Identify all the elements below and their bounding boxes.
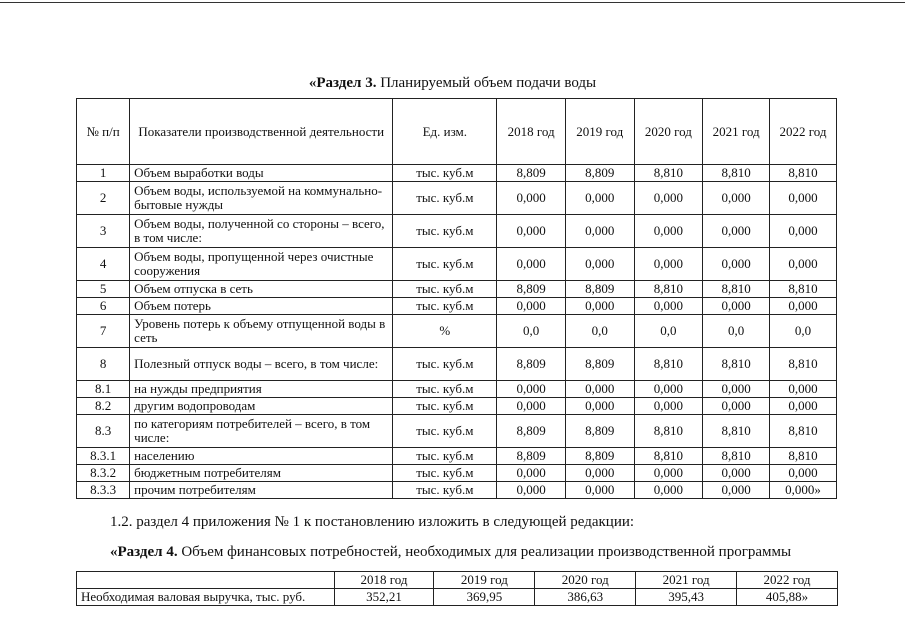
value-cell: 0,000: [497, 398, 566, 415]
indicator-name: на нужды предприятия: [130, 381, 393, 398]
row-number: 4: [77, 248, 130, 281]
column-header: 2018 год: [497, 99, 566, 165]
value-cell: 0,000: [769, 182, 836, 215]
column-header: № п/п: [77, 99, 130, 165]
value-cell: 8,809: [497, 348, 566, 381]
table-header-row: [77, 99, 837, 165]
value-cell: 0,000: [565, 182, 634, 215]
value-cell: 0,000: [703, 182, 770, 215]
value-cell: 0,000: [565, 398, 634, 415]
table-row: [77, 298, 837, 315]
value-cell: 0,000: [634, 248, 703, 281]
value-cell: 0,000: [497, 182, 566, 215]
section4-title-text: Объем финансовых потребностей, необходимых для реализации производственной программы: [177, 544, 792, 560]
unit-cell: тыс. куб.м: [393, 248, 497, 281]
value-cell: 0,000»: [769, 482, 836, 499]
value-cell: 0,000: [769, 381, 836, 398]
value-cell: 0,000: [497, 482, 566, 499]
row-number: 8.3.2: [77, 465, 130, 482]
value-cell: 0,000: [497, 465, 566, 482]
section3-title-bold: «Раздел 3.: [308, 75, 377, 91]
unit-cell: тыс. куб.м: [393, 415, 497, 448]
indicator-name: Объем потерь: [130, 298, 393, 315]
value-cell: 0,000: [703, 381, 770, 398]
table-row: [77, 215, 837, 248]
revenue-value: 369,95: [434, 589, 535, 606]
indicator-name: прочим потребителям: [130, 482, 393, 499]
row-number: 2: [77, 182, 130, 215]
value-cell: 8,809: [565, 448, 634, 465]
value-cell: 0,000: [703, 298, 770, 315]
section4-title-bold: «Раздел 4.: [110, 544, 178, 560]
table-row: [77, 398, 837, 415]
section3-title: [0, 74, 905, 92]
value-cell: 0,0: [497, 315, 566, 348]
value-cell: 8,810: [769, 165, 836, 182]
revenue-label: Необходимая валовая выручка, тыс. руб.: [77, 589, 335, 606]
unit-cell: тыс. куб.м: [393, 465, 497, 482]
value-cell: 0,000: [565, 381, 634, 398]
value-cell: 0,000: [634, 398, 703, 415]
table-row: [77, 482, 837, 499]
unit-cell: тыс. куб.м: [393, 482, 497, 499]
value-cell: 8,810: [769, 281, 836, 298]
indicator-name: Объем воды, используемой на коммунально-бытовые нужды: [130, 182, 393, 215]
year-header: 2021 год: [636, 572, 737, 589]
financial-needs-table: [76, 571, 838, 606]
section3-title-text: Планируемый объем подачи воды: [376, 75, 597, 91]
value-cell: 0,0: [703, 315, 770, 348]
column-header: 2019 год: [565, 99, 634, 165]
row-number: 3: [77, 215, 130, 248]
row-number: 8.2: [77, 398, 130, 415]
column-header: Показатели производственной деятельности: [130, 99, 393, 165]
value-cell: 8,810: [634, 448, 703, 465]
value-cell: 0,000: [565, 248, 634, 281]
revenue-value: 386,63: [535, 589, 636, 606]
column-header: 2022 год: [769, 99, 836, 165]
value-cell: 0,000: [634, 381, 703, 398]
unit-cell: тыс. куб.м: [393, 348, 497, 381]
value-cell: 8,810: [634, 165, 703, 182]
value-cell: 8,810: [703, 281, 770, 298]
value-cell: 8,810: [703, 415, 770, 448]
value-cell: 0,000: [634, 465, 703, 482]
value-cell: 8,810: [703, 448, 770, 465]
unit-cell: тыс. куб.м: [393, 215, 497, 248]
value-cell: 8,809: [565, 415, 634, 448]
top-rule: [0, 2, 905, 3]
value-cell: 8,810: [703, 165, 770, 182]
value-cell: 0,000: [769, 215, 836, 248]
section4-title: [110, 543, 791, 561]
row-number: 6: [77, 298, 130, 315]
row-number: 8.3: [77, 415, 130, 448]
unit-cell: тыс. куб.м: [393, 182, 497, 215]
table-row: [77, 165, 837, 182]
value-cell: 0,000: [769, 465, 836, 482]
value-cell: 8,810: [769, 348, 836, 381]
row-number: 8.1: [77, 381, 130, 398]
unit-cell: тыс. куб.м: [393, 165, 497, 182]
revenue-value: 395,43: [636, 589, 737, 606]
indicator-name: другим водопроводам: [130, 398, 393, 415]
unit-cell: тыс. куб.м: [393, 298, 497, 315]
value-cell: 8,809: [565, 165, 634, 182]
row-number: 7: [77, 315, 130, 348]
unit-cell: %: [393, 315, 497, 348]
value-cell: 0,000: [769, 298, 836, 315]
value-cell: 0,000: [634, 182, 703, 215]
row-number: 5: [77, 281, 130, 298]
value-cell: 0,000: [634, 215, 703, 248]
financial-header-blank: [77, 572, 335, 589]
value-cell: 0,000: [497, 215, 566, 248]
paragraph-1-2: 1.2. раздел 4 приложения № 1 к постановлению изложить в следующей редакции:: [110, 514, 635, 530]
value-cell: 0,000: [703, 248, 770, 281]
value-cell: 0,000: [565, 465, 634, 482]
value-cell: 8,810: [703, 348, 770, 381]
indicator-name: Объем воды, полученной со стороны – всего, в том числе:: [130, 215, 393, 248]
indicator-name: населению: [130, 448, 393, 465]
year-header: 2022 год: [737, 572, 838, 589]
row-number: 8.3.3: [77, 482, 130, 499]
unit-cell: тыс. куб.м: [393, 398, 497, 415]
value-cell: 0,000: [769, 248, 836, 281]
indicator-name: Объем выработки воды: [130, 165, 393, 182]
table-row: [77, 315, 837, 348]
financial-data-row: [77, 589, 838, 606]
value-cell: 8,810: [769, 448, 836, 465]
water-supply-table: [76, 98, 837, 499]
indicator-name: Полезный отпуск воды – всего, в том числе:: [130, 348, 393, 381]
value-cell: 0,000: [703, 482, 770, 499]
value-cell: 8,809: [565, 348, 634, 381]
indicator-name: по категориям потребителей – всего, в том числе:: [130, 415, 393, 448]
table-row: [77, 448, 837, 465]
value-cell: 0,000: [634, 482, 703, 499]
value-cell: 0,000: [634, 298, 703, 315]
revenue-value: 352,21: [334, 589, 434, 606]
value-cell: 8,810: [769, 415, 836, 448]
unit-cell: тыс. куб.м: [393, 448, 497, 465]
value-cell: 8,810: [634, 281, 703, 298]
indicator-name: Уровень потерь к объему отпущенной воды в сеть: [130, 315, 393, 348]
value-cell: 8,809: [497, 165, 566, 182]
row-number: 8.3.1: [77, 448, 130, 465]
value-cell: 0,0: [769, 315, 836, 348]
row-number: 8: [77, 348, 130, 381]
row-number: 1: [77, 165, 130, 182]
table-row: [77, 182, 837, 215]
table-row: [77, 381, 837, 398]
year-header: 2019 год: [434, 572, 535, 589]
value-cell: 8,809: [497, 281, 566, 298]
value-cell: 0,0: [634, 315, 703, 348]
value-cell: 8,809: [497, 415, 566, 448]
indicator-name: Объем отпуска в сеть: [130, 281, 393, 298]
value-cell: 0,000: [703, 465, 770, 482]
year-header: 2020 год: [535, 572, 636, 589]
value-cell: 0,000: [565, 298, 634, 315]
financial-header-row: [77, 572, 838, 589]
year-header: 2018 год: [334, 572, 434, 589]
column-header: 2021 год: [703, 99, 770, 165]
unit-cell: тыс. куб.м: [393, 281, 497, 298]
column-header: 2020 год: [634, 99, 703, 165]
table-row: [77, 348, 837, 381]
value-cell: 0,000: [497, 298, 566, 315]
value-cell: 8,810: [634, 348, 703, 381]
value-cell: 0,000: [565, 215, 634, 248]
table-row: [77, 415, 837, 448]
value-cell: 0,000: [769, 398, 836, 415]
value-cell: 8,809: [497, 448, 566, 465]
value-cell: 0,000: [565, 482, 634, 499]
indicator-name: бюджетным потребителям: [130, 465, 393, 482]
indicator-name: Объем воды, пропущенной через очистные сооружения: [130, 248, 393, 281]
table-row: [77, 248, 837, 281]
value-cell: 0,0: [565, 315, 634, 348]
unit-cell: тыс. куб.м: [393, 381, 497, 398]
value-cell: 8,809: [565, 281, 634, 298]
value-cell: 0,000: [497, 248, 566, 281]
table-row: [77, 465, 837, 482]
value-cell: 8,810: [634, 415, 703, 448]
value-cell: 0,000: [497, 381, 566, 398]
column-header: Ед. изм.: [393, 99, 497, 165]
value-cell: 0,000: [703, 215, 770, 248]
value-cell: 0,000: [703, 398, 770, 415]
table-row: [77, 281, 837, 298]
revenue-value: 405,88»: [737, 589, 838, 606]
